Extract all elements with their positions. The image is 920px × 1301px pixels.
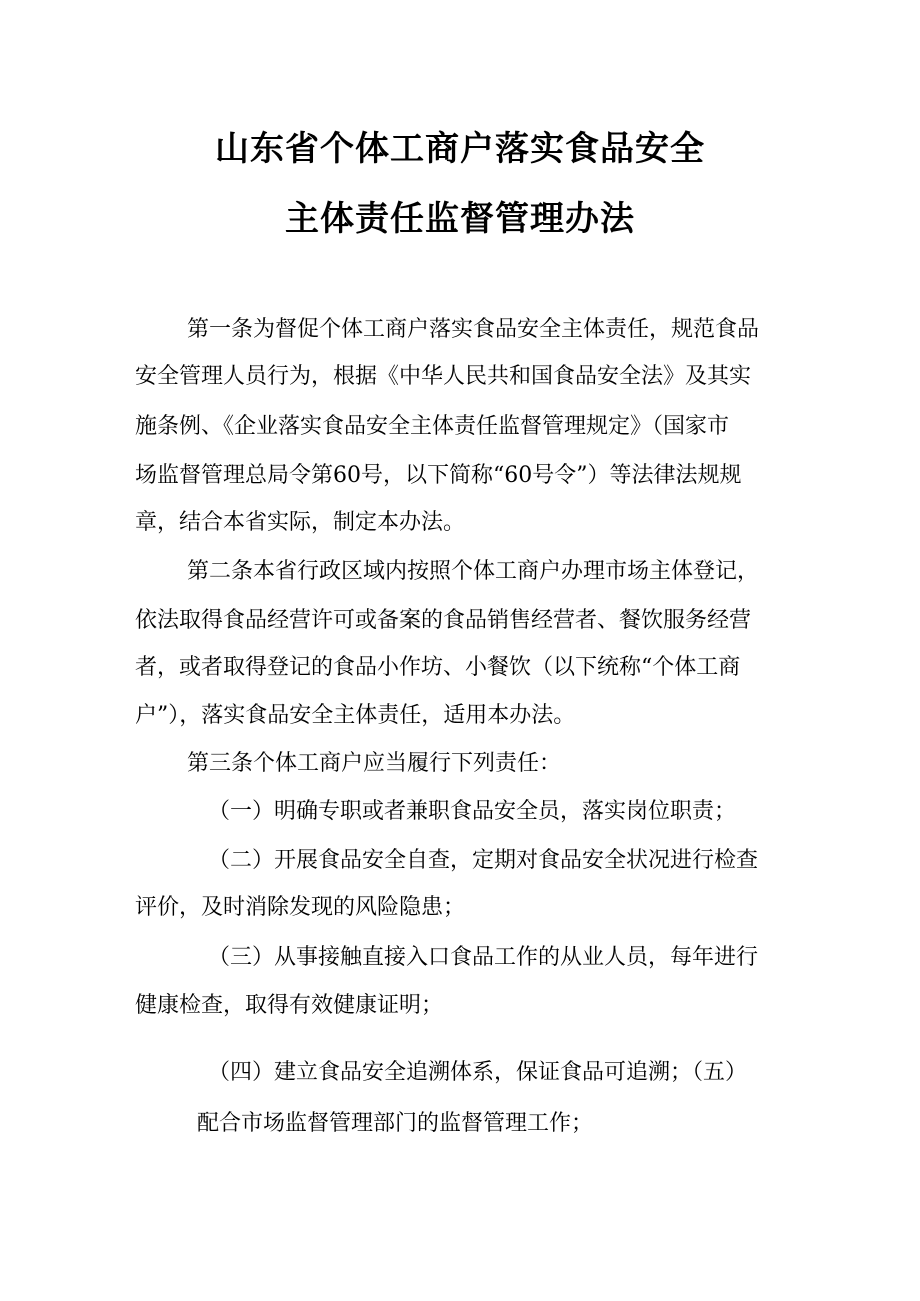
article-3-item-3-line-1: （三）从事接触直接入口食品工作的从业人员，每年进行 bbox=[208, 945, 759, 970]
article-3-item-2-line-1: （二）开展食品安全自查，定期对食品安全状况进行检查 bbox=[208, 848, 759, 873]
document-title-line-2: 主体责任监督管理办法 bbox=[285, 199, 635, 239]
article-2-line-4: 户”），落实食品安全主体责任，适用本办法。 bbox=[135, 703, 576, 728]
document-title-line-1: 山东省个体工商户落实食品安全 bbox=[215, 129, 705, 169]
article-2-line-2: 依法取得食品经营许可或备案的食品销售经营者、餐饮服务经营 bbox=[135, 608, 752, 633]
article-1-line-2: 安全管理人员行为，根据《中华人民共和国食品安全法》及其实 bbox=[135, 364, 752, 389]
article-3-item-4-line-1: （四）建立食品安全追溯体系，保证食品可追溯；（五） bbox=[208, 1060, 748, 1085]
article-3-item-2-line-2: 评价，及时消除发现的风险隐患； bbox=[135, 895, 466, 920]
article-3-heading: 第三条个体工商户应当履行下列责任： bbox=[187, 751, 562, 776]
article-1-line-4: 场监督管理总局令第60号，以下简称“60号令”）等法律法规规 bbox=[135, 463, 742, 488]
article-3-item-1: （一）明确专职或者兼职食品安全员，落实岗位职责； bbox=[208, 799, 737, 824]
article-2-line-3: 者，或者取得登记的食品小作坊、小餐饮（以下统称“个体工商 bbox=[135, 655, 741, 680]
article-3-item-5-line-1: 配合市场监督管理部门的监督管理工作； bbox=[197, 1111, 594, 1136]
article-1-line-3: 施条例、《企业落实食品安全主体责任监督管理规定》（国家市 bbox=[135, 414, 730, 439]
article-2-line-1: 第二条本省行政区域内按照个体工商户办理市场主体登记， bbox=[187, 559, 760, 584]
article-3-item-3-line-2: 健康检查，取得有效健康证明； bbox=[135, 993, 444, 1018]
article-1-line-5: 章，结合本省实际，制定本办法。 bbox=[135, 510, 466, 535]
article-1-line-1: 第一条为督促个体工商户落实食品安全主体责任，规范食品 bbox=[187, 317, 760, 342]
